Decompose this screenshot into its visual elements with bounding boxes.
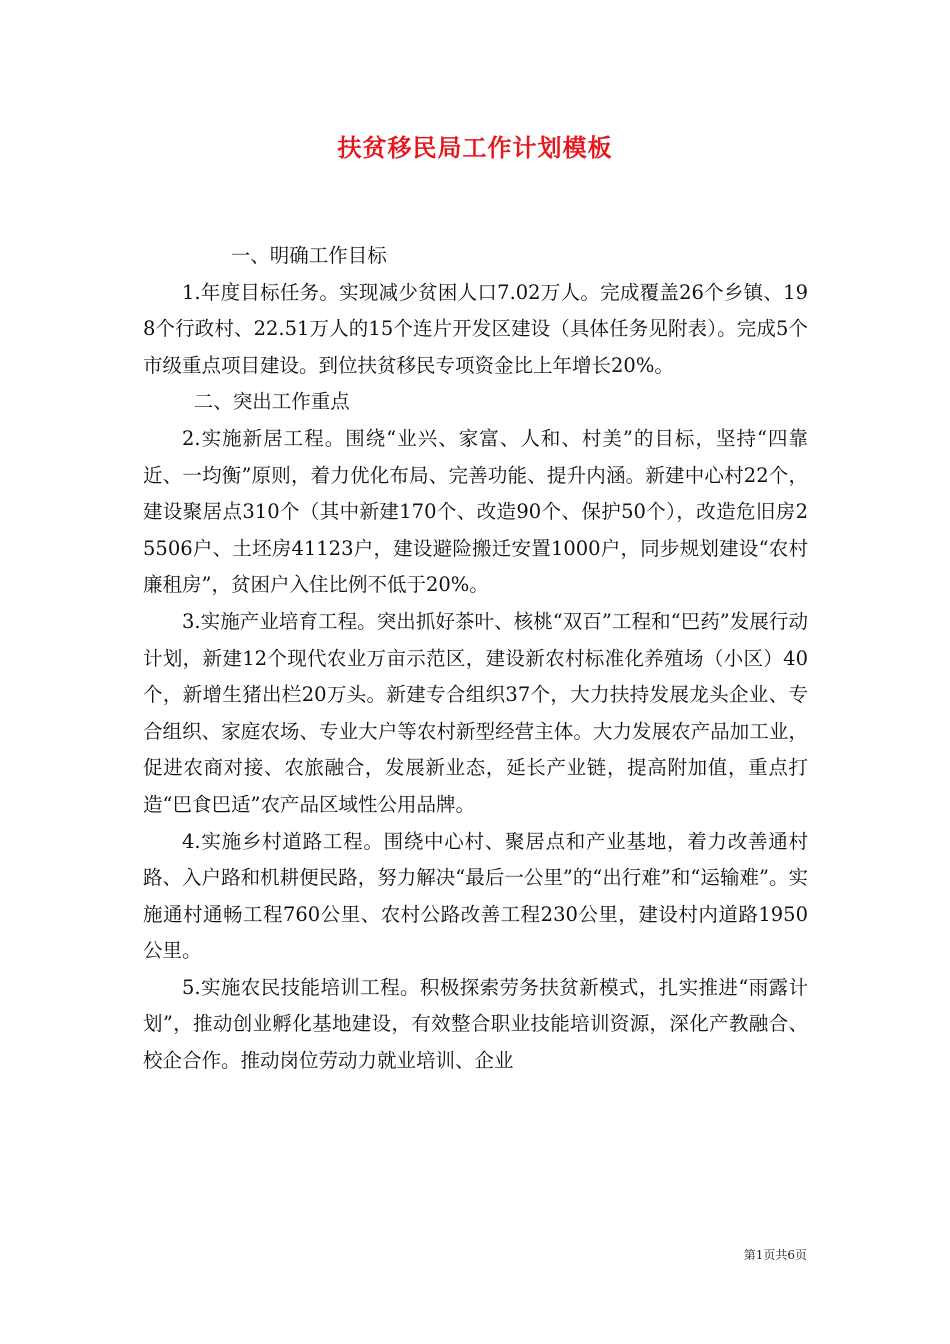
- document-title: 扶贫移民局工作计划模板: [337, 133, 613, 162]
- paragraph: 2.实施新居工程。围绕“业兴、家富、人和、村美”的目标，坚持“四靠近、一均衡”原则，着力优化布局、完善功能、提升内涵。新建中心村22个，建设聚居点310个（其中新建170个、改造90个、保护50个），改造危旧房25506户、土坯房41123户，建设避险搬迁安置1000户，同步规划建设“农村廉租房”，贫困户入住比例不低于20%。: [143, 426, 808, 597]
- page-number-footer: 第1页共6页: [743, 1248, 807, 1262]
- paragraph: 5.实施农民技能培训工程。积极探索劳务扶贫新模式，扎实推进“雨露计划”，推动创业孵化基地建设，有效整合职业技能培训资源，深化产教融合、校企合作。推动岗位劳动力就业培训、企业: [143, 975, 808, 1073]
- paragraph: 1.年度目标任务。实现减少贫困人口7.02万人。完成覆盖26个乡镇、198个行政村、22.51万人的15个连片开发区建设（具体任务见附表）。完成5个市级重点项目建设。到位扶贫移民专项资金比上年增长20%。: [143, 280, 808, 377]
- section-heading: 二、突出工作重点: [193, 390, 350, 414]
- document-body: [143, 238, 808, 1080]
- section-heading: 一、明确工作目标: [230, 244, 387, 267]
- paragraph: 4.实施乡村道路工程。围绕中心村、聚居点和产业基地，着力改善通村路、入户路和机耕便民路，努力解决“最后一公里”的“出行难”和“运输难”。实施通村通畅工程760公里、农村公路改善工程230公里，建设村内道路1950公里。: [143, 829, 808, 963]
- paragraph: 3.实施产业培育工程。突出抓好茶叶、核桃“双百”工程和“巴药”发展行动计划，新建12个现代农业万亩示范区，建设新农村标准化养殖场（小区）40个，新增生猪出栏20万头。新建专合组织37个，大力扶持发展龙头企业、专合组织、家庭农场、专业大户等农村新型经营主体。大力发展农产品加工业，促进农商对接、农旅融合，发展新业态，延长产业链，提高附加值，重点打造“巴食巴适”农产品区域性公用品牌。: [143, 609, 808, 816]
